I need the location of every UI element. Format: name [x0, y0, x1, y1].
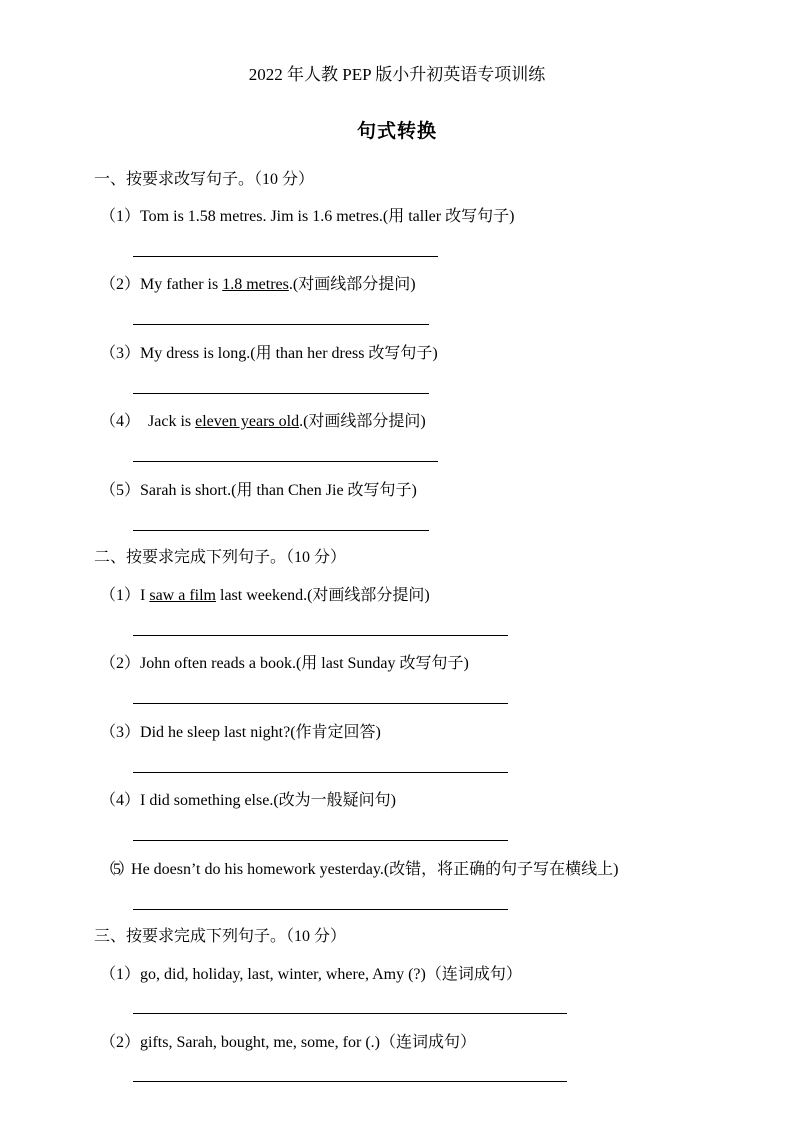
question-3-1 [100, 961, 522, 984]
question-text-tail: last weekend.(对画线部分提问) [216, 587, 430, 604]
question-number: （1） [100, 966, 141, 983]
answer-line-2-5[interactable] [133, 909, 508, 910]
answer-line-2-3[interactable] [133, 772, 508, 773]
question-1-1 [100, 203, 514, 226]
question-number: （4） [100, 792, 141, 809]
answer-line-3-2[interactable] [133, 1081, 567, 1082]
answer-line-1-5[interactable] [133, 530, 429, 531]
question-text: He doesn’t do his homework yesterday.(改错，将正确的句子写在横线上) [131, 861, 619, 878]
page-title: 2022 年人教 PEP 版小升初英语专项训练 [248, 65, 546, 84]
question-3-2 [100, 1029, 476, 1052]
answer-line-1-1[interactable] [133, 256, 438, 257]
question-1-5 [100, 477, 417, 500]
question-number: （5） [100, 482, 141, 499]
question-2-5 [100, 856, 619, 879]
question-underlined: 1.8 metres [222, 276, 289, 293]
question-text-tail: .(对画线部分提问) [288, 276, 416, 293]
section-heading-3: 三、按要求完成下列句子。（10 分） [94, 928, 347, 945]
question-2-2 [100, 650, 469, 673]
answer-line-1-2[interactable] [133, 324, 429, 325]
question-number: （2） [100, 655, 141, 672]
question-text: Did he sleep last night?(作肯定回答) [140, 724, 381, 741]
answer-line-2-2[interactable] [133, 703, 508, 704]
question-text: My dress is long.(用 than her dress 改写句子) [140, 345, 438, 362]
question-1-3 [100, 340, 438, 363]
answer-line-1-3[interactable] [133, 393, 429, 394]
page-subtitle: 句式转换 [356, 121, 437, 142]
question-text: Sarah is short.(用 than Chen Jie 改写句子) [140, 482, 417, 499]
question-text: I [140, 587, 150, 604]
question-2-3 [100, 719, 381, 742]
question-text: I did something else.(改为一般疑问句) [140, 792, 396, 809]
question-underlined: saw a film [149, 587, 216, 604]
question-number: （5） [100, 861, 132, 878]
question-2-1 [100, 582, 430, 605]
answer-line-1-4[interactable] [133, 461, 438, 462]
question-text: Tom is 1.58 metres. Jim is 1.6 metres.(用 taller 改写句子) [140, 208, 515, 225]
question-text: Jack is [140, 413, 196, 430]
answer-line-2-1[interactable] [133, 635, 508, 636]
question-text: go, did, holiday, last, winter, where, Amy (?)（连词成句） [140, 966, 522, 983]
answer-line-3-1[interactable] [133, 1013, 567, 1014]
question-1-4 [100, 408, 426, 431]
question-2-4 [100, 787, 396, 810]
question-number: （1） [100, 208, 141, 225]
question-number: （2） [100, 276, 141, 293]
question-text: My father is [140, 276, 223, 293]
question-text: gifts, Sarah, bought, me, some, for (.)（连词成句） [140, 1034, 476, 1051]
question-number: （3） [100, 345, 141, 362]
section-heading-1: 一、按要求改写句子。（10 分） [94, 171, 315, 188]
question-underlined: eleven years old [195, 413, 300, 430]
question-text-tail: .(对画线部分提问) [299, 413, 426, 430]
question-text: John often reads a book.(用 last Sunday 改写句子) [140, 655, 469, 672]
question-number: （1） [100, 587, 141, 604]
question-number: （2） [100, 1034, 141, 1051]
section-heading-2: 二、按要求完成下列句子。（10 分） [94, 549, 347, 566]
question-1-2 [100, 271, 416, 294]
answer-line-2-4[interactable] [133, 840, 508, 841]
question-number: （4） [100, 413, 141, 430]
question-number: （3） [100, 724, 141, 741]
